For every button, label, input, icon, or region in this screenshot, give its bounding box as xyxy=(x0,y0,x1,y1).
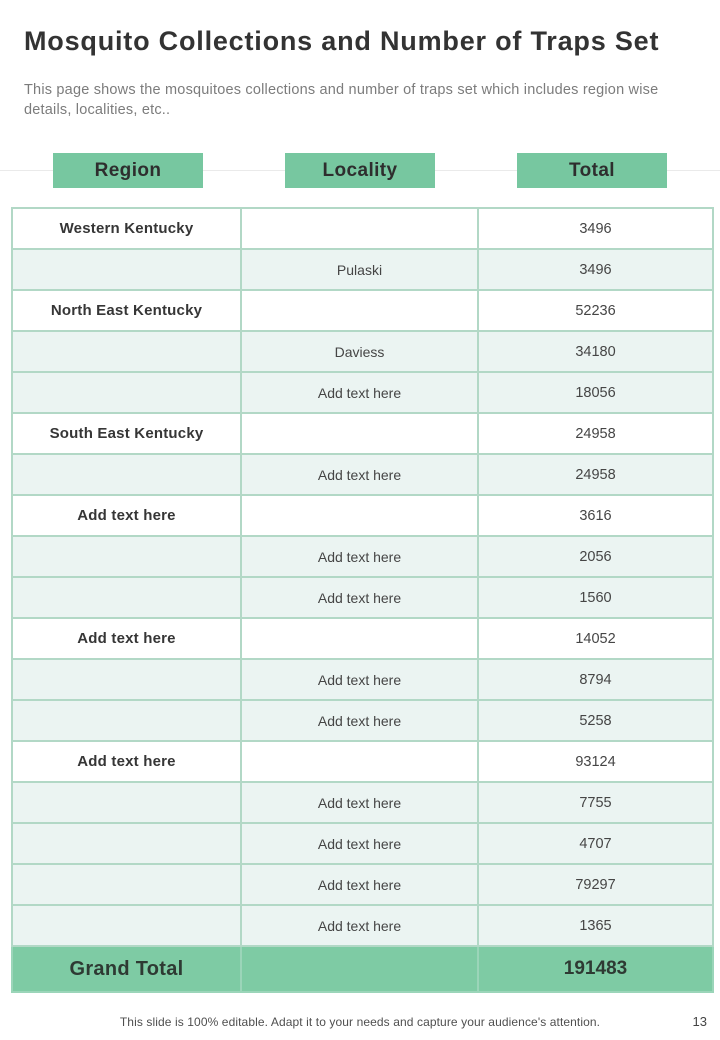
grand-total-row xyxy=(12,946,713,992)
region-cell: Western Kentucky xyxy=(12,208,241,249)
region-cell xyxy=(12,577,241,618)
table-row xyxy=(12,372,713,413)
table-row xyxy=(12,577,713,618)
page-subtitle: This page shows the mosquitoes collections and number of traps set which includes region wise details, localities, etc.. xyxy=(24,82,659,119)
total-cell: 24958 xyxy=(478,454,713,495)
table-row xyxy=(12,208,713,249)
column-header-locality: Locality xyxy=(285,153,435,188)
grand-total-spacer xyxy=(241,946,478,992)
region-cell xyxy=(12,782,241,823)
region-cell xyxy=(12,536,241,577)
total-cell: 93124 xyxy=(478,741,713,782)
total-cell: 1365 xyxy=(478,905,713,946)
region-cell xyxy=(12,372,241,413)
table-row xyxy=(12,413,713,454)
locality-cell: Add text here xyxy=(241,659,478,700)
page-number: 13 xyxy=(692,1014,707,1029)
region-cell xyxy=(12,454,241,495)
region-cell: Add text here xyxy=(12,495,241,536)
region-cell xyxy=(12,700,241,741)
locality-cell xyxy=(241,413,478,454)
collections-table xyxy=(11,207,714,993)
locality-cell: Add text here xyxy=(241,372,478,413)
locality-cell xyxy=(241,290,478,331)
region-cell xyxy=(12,331,241,372)
grand-total-label: Grand Total xyxy=(12,946,241,992)
total-cell: 52236 xyxy=(478,290,713,331)
region-cell xyxy=(12,864,241,905)
total-cell: 79297 xyxy=(478,864,713,905)
total-cell: 3496 xyxy=(478,249,713,290)
total-cell: 8794 xyxy=(478,659,713,700)
locality-cell: Add text here xyxy=(241,823,478,864)
region-cell: Add text here xyxy=(12,741,241,782)
table-row xyxy=(12,495,713,536)
table-row xyxy=(12,823,713,864)
total-cell: 34180 xyxy=(478,331,713,372)
table-row xyxy=(12,454,713,495)
total-cell: 3616 xyxy=(478,495,713,536)
locality-cell: Pulaski xyxy=(241,249,478,290)
table-row xyxy=(12,864,713,905)
total-cell: 18056 xyxy=(478,372,713,413)
locality-cell xyxy=(241,495,478,536)
total-cell: 24958 xyxy=(478,413,713,454)
column-header-total: Total xyxy=(517,153,667,188)
table-row xyxy=(12,659,713,700)
total-cell: 7755 xyxy=(478,782,713,823)
region-cell xyxy=(12,249,241,290)
locality-cell xyxy=(241,618,478,659)
total-cell: 2056 xyxy=(478,536,713,577)
locality-cell xyxy=(241,208,478,249)
locality-cell: Add text here xyxy=(241,864,478,905)
total-cell: 14052 xyxy=(478,618,713,659)
table-row xyxy=(12,905,713,946)
table-row xyxy=(12,782,713,823)
locality-cell: Add text here xyxy=(241,700,478,741)
total-cell: 4707 xyxy=(478,823,713,864)
table-row xyxy=(12,249,713,290)
total-cell: 3496 xyxy=(478,208,713,249)
locality-cell: Add text here xyxy=(241,454,478,495)
total-cell: 1560 xyxy=(478,577,713,618)
grand-total-value: 191483 xyxy=(478,946,713,992)
region-cell: Add text here xyxy=(12,618,241,659)
column-header-region: Region xyxy=(53,153,203,188)
region-cell: South East Kentucky xyxy=(12,413,241,454)
region-cell: North East Kentucky xyxy=(12,290,241,331)
locality-cell: Daviess xyxy=(241,331,478,372)
total-cell: 5258 xyxy=(478,700,713,741)
locality-cell: Add text here xyxy=(241,577,478,618)
footer-note: This slide is 100% editable. Adapt it to your needs and capture your audience's attention. xyxy=(119,1015,601,1029)
locality-cell xyxy=(241,741,478,782)
locality-cell: Add text here xyxy=(241,905,478,946)
table-row xyxy=(12,700,713,741)
table-row xyxy=(12,331,713,372)
table-row xyxy=(12,290,713,331)
locality-cell: Add text here xyxy=(241,782,478,823)
region-cell xyxy=(12,659,241,700)
table-row xyxy=(12,741,713,782)
page-title: Mosquito Collections and Number of Traps Set xyxy=(24,26,660,56)
region-cell xyxy=(12,823,241,864)
table-row xyxy=(12,536,713,577)
locality-cell: Add text here xyxy=(241,536,478,577)
region-cell xyxy=(12,905,241,946)
table-row xyxy=(12,618,713,659)
